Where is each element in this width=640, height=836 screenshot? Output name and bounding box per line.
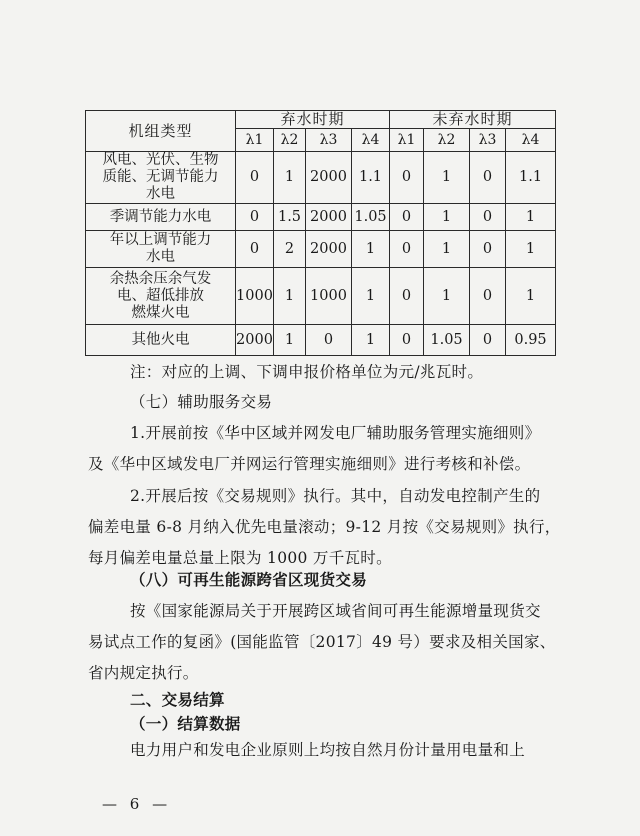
lambda-header: λ3: [306, 129, 352, 152]
lambda-header: λ1: [236, 129, 274, 152]
value-cell: 1: [274, 325, 306, 356]
value-cell: 0: [470, 231, 506, 268]
table-row: [86, 231, 556, 268]
paragraph-2-line-1: 2.开展后按《交易规则》执行。其中，自动发电控制产生的: [130, 487, 541, 505]
table-note: 注：对应的上调、下调申报价格单位为元/兆瓦时。: [130, 363, 484, 381]
value-cell: 1: [424, 231, 470, 268]
value-cell: 0: [470, 152, 506, 204]
value-cell: 0: [306, 325, 352, 356]
value-cell: 0: [470, 204, 506, 231]
table-row: [86, 204, 556, 231]
paragraph-3-line-3: 省内规定执行。: [88, 664, 199, 682]
value-cell: 1: [506, 231, 556, 268]
paragraph-4-line-1: 电力用户和发电企业原则上均按自然月份计量用电量和上: [130, 741, 526, 759]
value-cell: 1.1: [506, 152, 556, 204]
value-cell: 1.05: [424, 325, 470, 356]
value-cell: 0: [390, 268, 424, 325]
section-7-title: （七）辅助服务交易: [130, 393, 273, 411]
heading-settlement: 二、交易结算: [130, 691, 225, 709]
paragraph-2-line-3: 每月偏差电量总量上限为 1000 万千瓦时。: [88, 549, 392, 567]
value-cell: 0: [236, 231, 274, 268]
lambda-header: λ3: [470, 129, 506, 152]
value-cell: 2000: [236, 325, 274, 356]
table-row: [86, 268, 556, 325]
value-cell: 2000: [306, 204, 352, 231]
paragraph-3-line-1: 按《国家能源局关于开展跨区域省间可再生能源增量现货交: [130, 602, 541, 620]
unit-type-cell: 年以上调节能力 水电: [86, 231, 236, 268]
value-cell: 0: [236, 152, 274, 204]
section-8-title: （八）可再生能源跨省区现货交易: [130, 571, 368, 589]
value-cell: 1: [424, 268, 470, 325]
value-cell: 0: [470, 268, 506, 325]
value-cell: 1.5: [274, 204, 306, 231]
paragraph-2-line-2: 偏差电量 6-8 月纳入优先电量滚动；9-12 月按《交易规则》执行，: [88, 518, 561, 536]
value-cell: 2000: [306, 152, 352, 204]
value-cell: 1: [352, 268, 390, 325]
value-cell: 0.95: [506, 325, 556, 356]
unit-type-cell: 余热余压余气发 电、超低排放 燃煤火电: [86, 268, 236, 325]
lambda-header: λ2: [274, 129, 306, 152]
paragraph-1-line-2: 及《华中区域发电厂并网运行管理实施细则》进行考核和补偿。: [88, 455, 531, 473]
lambda-header: λ1: [390, 129, 424, 152]
value-cell: 1: [352, 325, 390, 356]
value-cell: 1.05: [352, 204, 390, 231]
paragraph-1-line-1: 1.开展前按《华中区域并网发电厂辅助服务管理实施细则》: [130, 424, 541, 442]
value-cell: 1: [506, 268, 556, 325]
table-row: [86, 152, 556, 204]
page-number: — 6 —: [102, 795, 172, 813]
value-cell: 0: [390, 325, 424, 356]
value-cell: 1000: [236, 268, 274, 325]
unit-type-cell: 其他火电: [86, 325, 236, 356]
lambda-header: λ4: [352, 129, 390, 152]
value-cell: 0: [470, 325, 506, 356]
value-cell: 1: [274, 152, 306, 204]
lambda-header: λ4: [506, 129, 556, 152]
value-cell: 0: [390, 152, 424, 204]
paragraph-3-line-2: 易试点工作的复函》(国能监管〔2017〕49 号）要求及相关国家、: [88, 633, 556, 651]
value-cell: 1000: [306, 268, 352, 325]
value-cell: 1: [352, 231, 390, 268]
value-cell: 0: [390, 231, 424, 268]
value-cell: 1: [424, 152, 470, 204]
parameter-table: [85, 110, 556, 356]
value-cell: 2000: [306, 231, 352, 268]
value-cell: 1.1: [352, 152, 390, 204]
table-row: [86, 325, 556, 356]
lambda-header: λ2: [424, 129, 470, 152]
header-unit-type: 机组类型: [86, 111, 236, 152]
unit-type-cell: 风电、光伏、生物 质能、无调节能力 水电: [86, 152, 236, 204]
subheading-settlement-data: （一）结算数据: [130, 715, 241, 733]
value-cell: 1: [424, 204, 470, 231]
header-spill-period: 弃水时期: [236, 111, 390, 129]
value-cell: 1: [274, 268, 306, 325]
value-cell: 1: [506, 204, 556, 231]
value-cell: 0: [236, 204, 274, 231]
value-cell: 0: [390, 204, 424, 231]
header-non-spill-period: 未弃水时期: [390, 111, 556, 129]
unit-type-cell: 季调节能力水电: [86, 204, 236, 231]
value-cell: 2: [274, 231, 306, 268]
